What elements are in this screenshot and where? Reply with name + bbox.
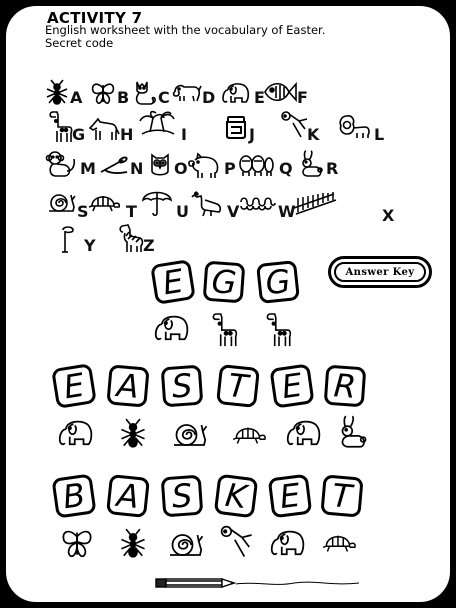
code-letter-o: O [174, 159, 188, 178]
word-egg-tile-2: G [203, 261, 246, 304]
elephant-icon [284, 416, 324, 450]
giraffe-icon [210, 310, 240, 348]
code-letter-y: Y [84, 236, 96, 255]
butterfly-icon [60, 526, 94, 560]
code-letter-w: W [278, 202, 296, 221]
code-letter-d: D [202, 88, 216, 107]
code-letter-x: X [382, 206, 395, 225]
code-letter-i: I [181, 125, 187, 144]
fish-icon [262, 78, 298, 106]
elephant-icon [220, 80, 252, 106]
word-egg-tile-3: G [256, 260, 300, 304]
vulture-icon [191, 188, 225, 218]
code-letter-a: A [70, 88, 83, 107]
word-basket-tile-5: E [268, 474, 313, 519]
code-letter-k: K [307, 125, 320, 144]
code-letter-g: G [72, 125, 86, 144]
code-letter-u: U [176, 202, 189, 221]
pig-icon [188, 152, 222, 180]
snail-icon [46, 191, 76, 215]
snail-icon [170, 420, 208, 450]
answer-key-label: Answer Key [334, 262, 426, 282]
monkey-icon [45, 149, 77, 179]
turtle-icon [320, 526, 358, 558]
word-basket-tile-3: S [161, 475, 204, 518]
giraffe-icon [264, 310, 294, 348]
owl-icon [148, 151, 172, 179]
ant-icon [118, 418, 148, 448]
butterfly-icon [90, 80, 116, 106]
code-letter-t: T [126, 202, 137, 221]
xylophone-icon [292, 190, 340, 216]
page-title: ACTIVITY 7 [47, 9, 143, 27]
code-letter-v: V [227, 202, 240, 221]
elephant-icon [56, 416, 96, 450]
code-letter-j: J [249, 125, 255, 144]
pencil-icon [154, 575, 364, 595]
code-letter-p: P [224, 159, 236, 178]
lion-icon [337, 112, 373, 140]
ant-icon [118, 528, 148, 558]
code-letter-z: Z [143, 236, 155, 255]
code-letter-b: B [117, 88, 130, 107]
koala-icon [218, 522, 254, 560]
word-easter-tile-5: E [269, 363, 314, 408]
dog-icon [172, 80, 202, 104]
word-easter-tile-4: T [216, 364, 260, 408]
word-easter-tile-2: A [106, 364, 149, 407]
worm-icon [239, 194, 277, 214]
code-letter-s: S [77, 202, 89, 221]
cat-icon [132, 78, 158, 106]
needle-icon [99, 154, 129, 176]
elephant-icon [152, 311, 192, 345]
word-egg-tile-1: E [150, 259, 196, 305]
worksheet-page [6, 6, 450, 602]
elephant-icon [268, 526, 308, 560]
zebra-icon [116, 222, 146, 254]
horse-icon [88, 116, 120, 142]
ant-icon [44, 79, 70, 105]
word-easter-tile-6: R [324, 365, 367, 408]
giraffe-icon [47, 109, 75, 143]
code-letter-f: F [297, 88, 308, 107]
rabbit-icon [296, 148, 324, 178]
umbrella-icon [141, 186, 173, 218]
section-label: Secret code [45, 36, 114, 50]
code-letter-m: M [80, 159, 96, 178]
word-easter-tile-3: S [161, 365, 204, 408]
code-letter-l: L [374, 125, 385, 144]
answer-key-badge [328, 256, 432, 288]
yoyo-icon [60, 224, 80, 254]
code-letter-h: H [120, 125, 134, 144]
word-basket-tile-4: K [214, 474, 259, 519]
jar-icon [224, 114, 248, 140]
word-easter-tile-1: E [51, 363, 97, 409]
rabbit-icon [334, 412, 368, 450]
quail-icon [238, 152, 274, 178]
word-basket-tile-1: B [51, 473, 96, 518]
koala-icon [279, 109, 309, 139]
word-basket-tile-6: T [320, 474, 363, 517]
snail-icon [166, 530, 204, 560]
code-letter-e: E [254, 88, 265, 107]
word-basket-tile-2: A [106, 474, 150, 518]
worksheet-subtitle: English worksheet with the vocabulary of Easter. [45, 23, 326, 37]
code-letter-n: N [130, 159, 144, 178]
code-letter-c: C [158, 88, 170, 107]
turtle-icon [86, 188, 122, 216]
code-letter-q: Q [279, 159, 293, 178]
island-icon [136, 108, 180, 140]
turtle-icon [230, 418, 268, 450]
code-letter-r: R [326, 159, 339, 178]
